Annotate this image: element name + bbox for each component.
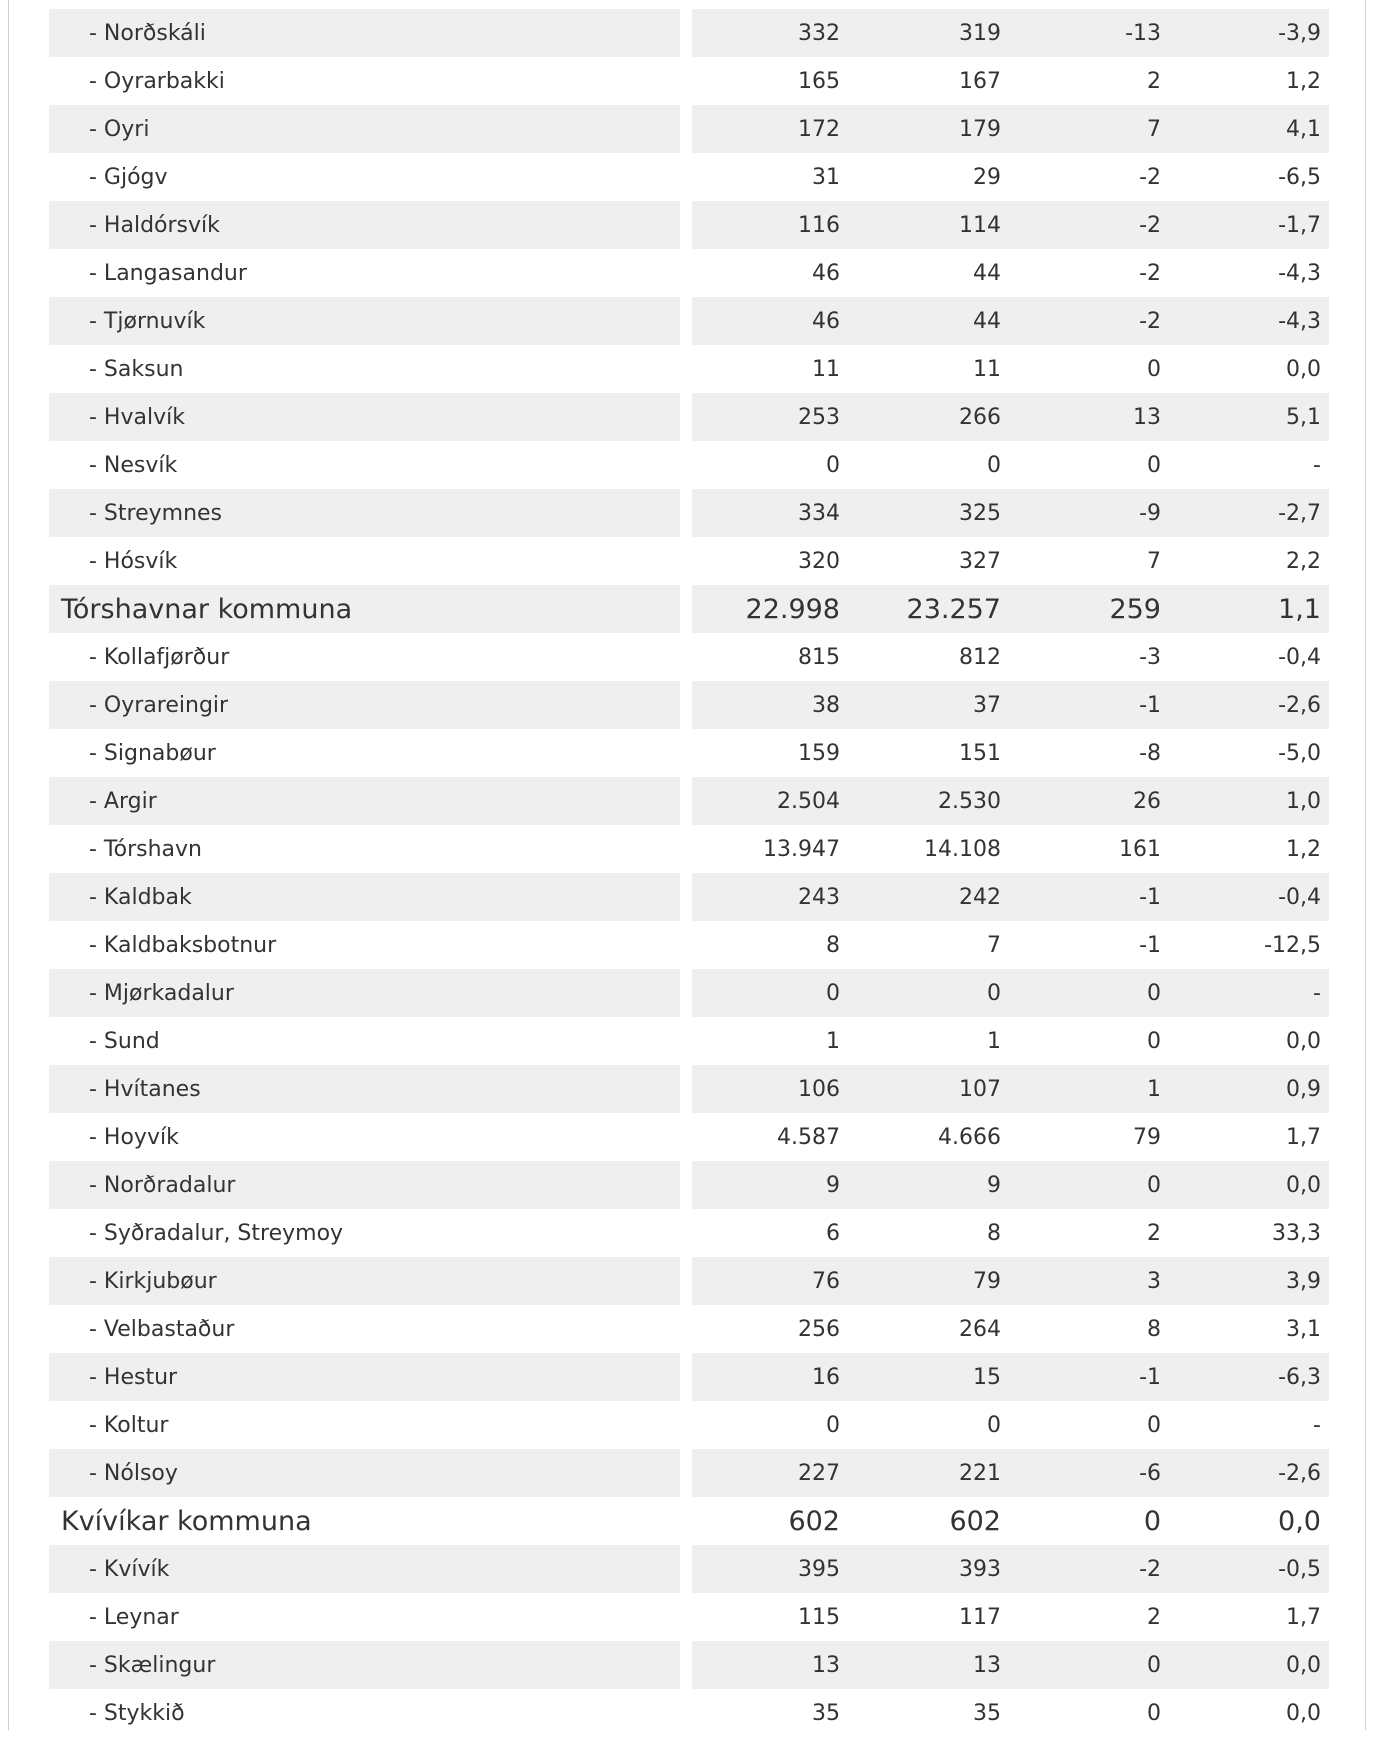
place-name-cell: - Kirkjubøur [49,1257,680,1305]
change-percent-cell: -2,6 [1278,692,1321,718]
values-group [692,297,1329,345]
population-current-cell: 1 [987,1028,1001,1054]
population-prev-cell: 116 [798,212,840,238]
change-percent-cell: - [1313,1412,1321,1438]
table-row [49,729,1329,777]
place-name-cell: - Norðradalur [49,1161,680,1209]
values-group [692,1305,1329,1353]
place-name-cell: - Langasandur [89,260,247,286]
table-row [49,201,1329,249]
values-group [692,1545,1329,1593]
table-row [49,297,1329,345]
values-group [692,681,1329,729]
table-row [49,1545,1329,1593]
place-name-cell: - Gjógv [89,164,168,190]
values-group [692,585,1329,633]
values-group [692,1401,1329,1449]
place-name-cell: - Leynar [89,1604,179,1630]
population-prev-cell: 4.587 [777,1124,840,1150]
change-cell: 0 [1147,1172,1161,1198]
population-current-cell: 151 [959,740,1001,766]
change-cell: 259 [1109,593,1161,625]
change-cell: 0 [1147,356,1161,382]
change-percent-cell: -6,3 [1278,1364,1321,1390]
change-cell: 0 [1147,1412,1161,1438]
table-row [49,1113,1329,1161]
place-name-cell: - Koltur [89,1412,169,1438]
place-name-cell: - Stykkið [89,1700,185,1726]
population-prev-cell: 106 [798,1076,840,1102]
place-name-cell: - Streymnes [49,489,680,537]
values-group [692,825,1329,873]
population-current-cell: 325 [959,500,1001,526]
population-prev-cell: 8 [826,932,840,958]
population-prev-cell: 815 [798,644,840,670]
population-current-cell: 242 [959,884,1001,910]
population-current-cell: 79 [973,1268,1001,1294]
population-prev-cell: 0 [826,980,840,1006]
population-prev-cell: 0 [826,1412,840,1438]
population-current-cell: 117 [959,1604,1001,1630]
change-percent-cell: 0,0 [1286,1652,1321,1678]
change-percent-cell: -4,3 [1278,260,1321,286]
change-cell: 79 [1133,1124,1161,1150]
change-cell: -9 [1139,500,1161,526]
change-cell: 0 [1147,452,1161,478]
population-prev-cell: 31 [812,164,840,190]
change-percent-cell: -0,5 [1278,1556,1321,1582]
table-row [49,969,1329,1017]
change-cell: -3 [1139,644,1161,670]
table-row [49,1305,1329,1353]
population-current-cell: 14.108 [924,836,1001,862]
change-percent-cell: -6,5 [1278,164,1321,190]
population-prev-cell: 46 [812,308,840,334]
change-cell: 0 [1143,1505,1161,1537]
table-row [49,1161,1329,1209]
values-group [692,1209,1329,1257]
population-current-cell: 812 [959,644,1001,670]
table-row [49,633,1329,681]
place-name-cell: - Hoyvík [89,1124,179,1150]
values-group [692,633,1329,681]
place-name-cell: Tórshavnar kommuna [49,585,680,633]
table-row [49,1065,1329,1113]
population-current-cell: 35 [973,1700,1001,1726]
population-prev-cell: 320 [798,548,840,574]
population-prev-cell: 11 [812,356,840,382]
place-name-cell: - Oyrareingir [49,681,680,729]
change-percent-cell: -4,3 [1278,308,1321,334]
place-name-cell: - Nólsoy [49,1449,680,1497]
change-percent-cell: 0,9 [1286,1076,1321,1102]
population-prev-cell: 35 [812,1700,840,1726]
population-prev-cell: 253 [798,404,840,430]
change-percent-cell: -0,4 [1278,644,1321,670]
change-cell: 7 [1147,116,1161,142]
change-percent-cell: 1,7 [1286,1124,1321,1150]
values-group [692,1065,1329,1113]
place-name-cell: - Hvítanes [49,1065,680,1113]
population-prev-cell: 2.504 [777,788,840,814]
change-cell: 0 [1147,1028,1161,1054]
values-group [692,57,1329,105]
change-percent-cell: 1,7 [1286,1604,1321,1630]
table-row [49,777,1329,825]
change-cell: -6 [1139,1460,1161,1486]
change-cell: -1 [1139,884,1161,910]
municipality-row [49,585,1329,633]
change-percent-cell: 1,1 [1278,593,1321,625]
values-group [692,345,1329,393]
change-cell: 3 [1147,1268,1161,1294]
change-percent-cell: 0,0 [1286,1028,1321,1054]
place-name-cell: - Saksun [89,356,184,382]
place-name-cell: - Hestur [49,1353,680,1401]
values-group [692,1449,1329,1497]
population-prev-cell: 227 [798,1460,840,1486]
table-row [49,825,1329,873]
place-name-cell: - Sund [89,1028,160,1054]
population-prev-cell: 165 [798,68,840,94]
population-prev-cell: 22.998 [745,593,840,625]
table-row [49,1353,1329,1401]
table-row [49,57,1329,105]
change-percent-cell: 1,2 [1286,836,1321,862]
population-current-cell: 602 [949,1505,1001,1537]
population-prev-cell: 256 [798,1316,840,1342]
place-name-cell: - Hvalvík [49,393,680,441]
change-cell: -2 [1139,1556,1161,1582]
population-prev-cell: 602 [788,1505,840,1537]
change-percent-cell: 1,0 [1286,788,1321,814]
values-group [692,873,1329,921]
change-cell: 161 [1119,836,1161,862]
population-prev-cell: 0 [826,452,840,478]
change-cell: 0 [1147,1700,1161,1726]
change-percent-cell: -12,5 [1264,932,1321,958]
change-cell: 7 [1147,548,1161,574]
values-group [692,201,1329,249]
population-current-cell: 114 [959,212,1001,238]
change-cell: 2 [1147,68,1161,94]
change-percent-cell: 3,1 [1286,1316,1321,1342]
values-group [692,105,1329,153]
values-group [692,777,1329,825]
table-row [49,105,1329,153]
values-group [692,1161,1329,1209]
population-current-cell: 15 [973,1364,1001,1390]
population-prev-cell: 1 [826,1028,840,1054]
population-prev-cell: 13.947 [763,836,840,862]
values-group [692,249,1329,297]
change-percent-cell: - [1313,980,1321,1006]
change-cell: 2 [1147,1604,1161,1630]
values-group [692,1641,1329,1689]
place-name-cell: - Kollafjørður [89,644,230,670]
population-current-cell: 319 [959,20,1001,46]
values-group [692,1497,1329,1545]
population-current-cell: 29 [973,164,1001,190]
table-row [49,921,1329,969]
place-name-cell: - Norðskáli [49,9,680,57]
population-current-cell: 23.257 [906,593,1001,625]
population-prev-cell: 76 [812,1268,840,1294]
population-prev-cell: 159 [798,740,840,766]
place-name-cell: - Syðradalur, Streymoy [89,1220,344,1246]
place-name-cell: - Skælingur [49,1641,680,1689]
values-group [692,1257,1329,1305]
population-prev-cell: 243 [798,884,840,910]
table-row [49,1401,1329,1449]
table-row [49,873,1329,921]
population-current-cell: 327 [959,548,1001,574]
table-row [49,345,1329,393]
population-current-cell: 179 [959,116,1001,142]
values-group [692,489,1329,537]
population-prev-cell: 9 [826,1172,840,1198]
population-prev-cell: 13 [812,1652,840,1678]
table-row [49,489,1329,537]
population-current-cell: 221 [959,1460,1001,1486]
table-row [49,153,1329,201]
values-group [692,441,1329,489]
change-percent-cell: -1,7 [1278,212,1321,238]
population-prev-cell: 334 [798,500,840,526]
change-percent-cell: -2,6 [1278,1460,1321,1486]
place-name-cell: - Mjørkadalur [49,969,680,1017]
place-name-cell: - Kaldbak [49,873,680,921]
values-group [692,393,1329,441]
table-row [49,1641,1329,1689]
population-current-cell: 0 [987,980,1001,1006]
place-name-cell: - Nesvík [89,452,178,478]
population-current-cell: 0 [987,452,1001,478]
table-row [49,1449,1329,1497]
change-cell: -2 [1139,212,1161,238]
population-table [49,9,1329,1737]
population-current-cell: 7 [987,932,1001,958]
table-row [49,393,1329,441]
table-row [49,537,1329,585]
place-name-cell: - Oyri [49,105,680,153]
population-prev-cell: 395 [798,1556,840,1582]
population-prev-cell: 172 [798,116,840,142]
table-row [49,1257,1329,1305]
change-cell: 1 [1147,1076,1161,1102]
population-current-cell: 107 [959,1076,1001,1102]
population-current-cell: 8 [987,1220,1001,1246]
place-name-cell: - Kaldbaksbotnur [89,932,277,958]
population-current-cell: 11 [973,356,1001,382]
change-percent-cell: 2,2 [1286,548,1321,574]
change-percent-cell: 0,0 [1286,356,1321,382]
place-name-cell: - Tjørnuvík [49,297,680,345]
population-prev-cell: 46 [812,260,840,286]
change-cell: 0 [1147,1652,1161,1678]
place-name-cell: - Hósvík [89,548,178,574]
population-current-cell: 37 [973,692,1001,718]
population-prev-cell: 6 [826,1220,840,1246]
table-row [49,1017,1329,1065]
values-group [692,1593,1329,1641]
population-prev-cell: 16 [812,1364,840,1390]
change-cell: 13 [1133,404,1161,430]
population-current-cell: 9 [987,1172,1001,1198]
population-current-cell: 167 [959,68,1001,94]
change-percent-cell: 4,1 [1286,116,1321,142]
values-group [692,729,1329,777]
place-name-cell: Kvívíkar kommuna [61,1505,312,1537]
change-cell: -13 [1125,20,1161,46]
values-group [692,9,1329,57]
change-percent-cell: 0,0 [1286,1700,1321,1726]
place-name-cell: - Signabøur [89,740,216,766]
values-group [692,153,1329,201]
change-cell: 26 [1133,788,1161,814]
change-cell: -2 [1139,164,1161,190]
change-cell: -2 [1139,308,1161,334]
population-prev-cell: 115 [798,1604,840,1630]
place-name-cell: - Velbastaður [89,1316,235,1342]
change-cell: -1 [1139,692,1161,718]
change-percent-cell: -0,4 [1278,884,1321,910]
population-current-cell: 4.666 [938,1124,1001,1150]
change-percent-cell: -2,7 [1278,500,1321,526]
change-percent-cell: 1,2 [1286,68,1321,94]
population-current-cell: 44 [973,308,1001,334]
values-group [692,921,1329,969]
change-cell: -1 [1139,932,1161,958]
population-current-cell: 44 [973,260,1001,286]
place-name-cell: - Oyrarbakki [89,68,225,94]
change-percent-cell: 0,0 [1286,1172,1321,1198]
population-current-cell: 13 [973,1652,1001,1678]
change-cell: -1 [1139,1364,1161,1390]
place-name-cell: - Argir [49,777,680,825]
change-cell: -8 [1139,740,1161,766]
population-current-cell: 266 [959,404,1001,430]
table-row [49,1209,1329,1257]
change-percent-cell: 3,9 [1286,1268,1321,1294]
change-percent-cell: 5,1 [1286,404,1321,430]
change-percent-cell: -3,9 [1278,20,1321,46]
table-row [49,9,1329,57]
population-current-cell: 393 [959,1556,1001,1582]
values-group [692,537,1329,585]
values-group [692,1017,1329,1065]
change-percent-cell: - [1313,452,1321,478]
municipality-row [49,1497,1329,1545]
place-name-cell: - Haldórsvík [49,201,680,249]
table-row [49,681,1329,729]
values-group [692,1113,1329,1161]
change-percent-cell: -5,0 [1278,740,1321,766]
change-cell: 0 [1147,980,1161,1006]
change-cell: -2 [1139,260,1161,286]
population-current-cell: 264 [959,1316,1001,1342]
population-current-cell: 2.530 [938,788,1001,814]
population-prev-cell: 332 [798,20,840,46]
population-current-cell: 0 [987,1412,1001,1438]
change-cell: 8 [1147,1316,1161,1342]
change-percent-cell: 0,0 [1278,1505,1321,1537]
table-row [49,249,1329,297]
table-row [49,1593,1329,1641]
table-row [49,441,1329,489]
values-group [692,1353,1329,1401]
place-name-cell: - Tórshavn [89,836,202,862]
change-cell: 2 [1147,1220,1161,1246]
population-prev-cell: 38 [812,692,840,718]
values-group [692,969,1329,1017]
place-name-cell: - Kvívík [49,1545,680,1593]
change-percent-cell: 33,3 [1272,1220,1321,1246]
